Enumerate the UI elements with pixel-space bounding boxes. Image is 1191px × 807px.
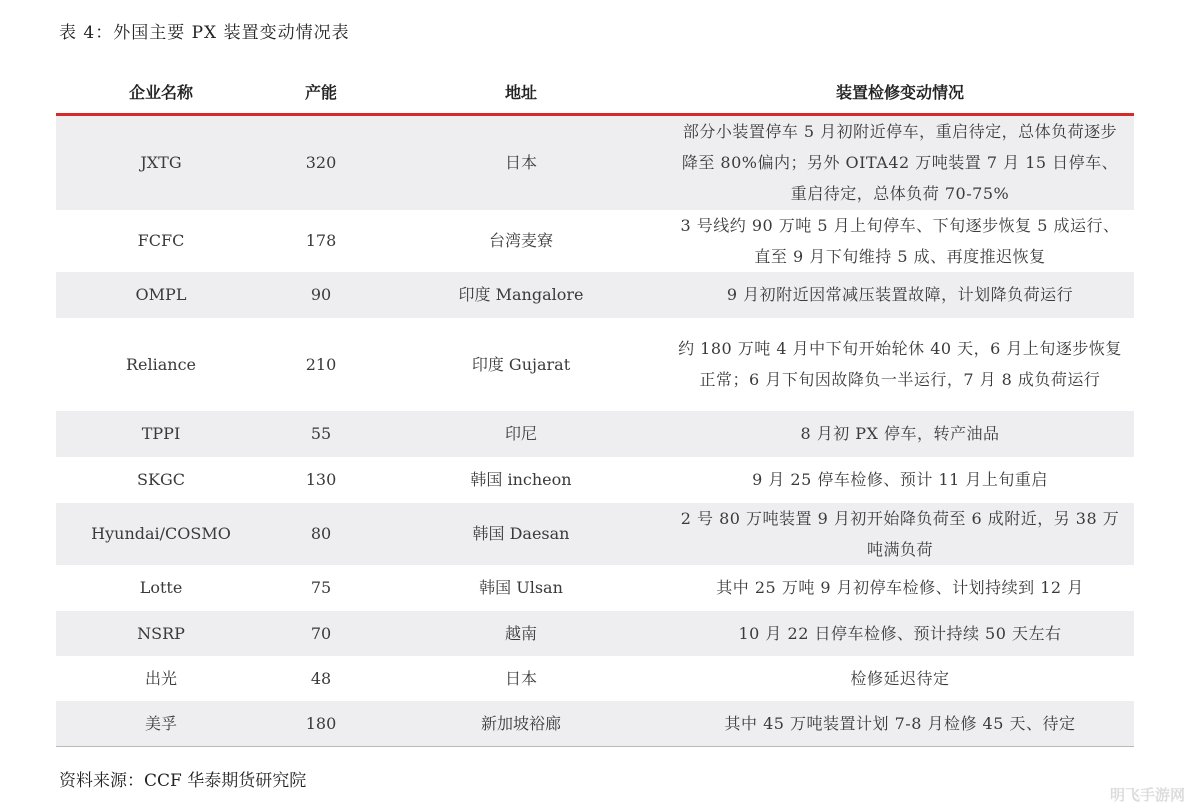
cell-capacity: 210 [305,354,337,374]
table-row [56,457,1134,503]
cell-capacity: 70 [266,611,376,656]
source-note: 资料来源：CCF 华泰期货研究院 [59,771,307,791]
cell-company: SKGC [137,470,185,489]
cell-capacity: 90 [266,272,376,318]
cell-company: TPPI [56,411,266,457]
header-location: 地址 [376,70,666,115]
table-caption: 表 4：外国主要 PX 装置变动情况表 [59,23,350,43]
cell-capacity: 130 [305,470,337,489]
cell-company: FCFC [137,231,185,250]
cell-company: OMPL [56,272,266,318]
px-facility-table [56,70,1134,747]
cell-company: Lotte [139,578,183,597]
table-row [56,656,1134,701]
cell-company: 美孚 [56,701,266,747]
header-capacity: 产能 [266,70,376,115]
table-row [56,611,1134,656]
cell-capacity: 80 [266,503,376,565]
cell-detail: 其中 45 万吨装置计划 7-8 月检修 45 天、待定 [666,701,1134,747]
cell-detail: 约 180 万吨 4 月中下旬开始轮休 40 天，6 月上旬逐步恢复正常；6 月下旬因故降负一半运行，7 月 8 成负荷运行 [678,339,1122,389]
cell-detail: 3 号线约 90 万吨 5 月上旬停车、下旬逐步恢复 5 成运行、直至 9 月下旬维持 5 成、再度推迟恢复 [680,215,1120,266]
cell-detail: 部分小装置停车 5 月初附近停车，重启待定，总体负荷逐步降至 80%偏内；另外 OITA42 万吨装置 7 月 15 日停车、重启待定，总体负荷 70-75% [666,115,1134,210]
cell-location: 韩国 Daesan [376,503,666,565]
cell-company: NSRP [56,611,266,656]
table-row [56,115,1134,210]
cell-location: 日本 [504,668,537,688]
cell-capacity: 180 [266,701,376,747]
cell-company: 出光 [144,668,177,688]
table-row [56,503,1134,565]
cell-detail: 9 月初附近因常减压装置故障，计划降负荷运行 [666,272,1134,318]
table-row [56,411,1134,457]
table-header-row [56,70,1134,115]
cell-location: 韩国 Ulsan [479,578,563,597]
cell-location: 韩国 incheon [470,470,572,489]
cell-company: Hyundai/COSMO [56,503,266,565]
cell-detail: 其中 25 万吨 9 月初停车检修、计划持续到 12 月 [716,578,1084,597]
cell-detail: 检修延迟待定 [850,668,950,688]
cell-location: 印度 Mangalore [376,272,666,318]
table-row [56,701,1134,747]
cell-location: 台湾麦寮 [488,231,553,250]
cell-company: JXTG [56,115,266,210]
cell-detail: 2 号 80 万吨装置 9 月初开始降负荷至 6 成附近，另 38 万吨满负荷 [666,503,1134,565]
cell-detail: 9 月 25 停车检修、预计 11 月上旬重启 [752,470,1048,489]
cell-detail: 8 月初 PX 停车，转产油品 [666,411,1134,457]
table-row [56,318,1134,411]
cell-location: 新加坡裕廊 [376,701,666,747]
header-detail: 装置检修变动情况 [666,70,1134,115]
cell-capacity: 320 [266,115,376,210]
table-row [56,210,1134,272]
cell-capacity: 48 [310,668,332,688]
cell-capacity: 75 [310,578,332,597]
cell-detail: 10 月 22 日停车检修、预计持续 50 天左右 [666,611,1134,656]
table-row [56,565,1134,611]
watermark-logo: 明飞手游网 [1109,786,1185,804]
cell-capacity: 178 [305,231,337,250]
cell-capacity: 55 [266,411,376,457]
cell-company: Reliance [125,354,197,374]
table-row [56,272,1134,318]
header-company: 企业名称 [56,70,266,115]
cell-location: 印度 Gujarat [471,354,571,374]
cell-location: 越南 [376,611,666,656]
cell-location: 日本 [376,115,666,210]
cell-location: 印尼 [376,411,666,457]
